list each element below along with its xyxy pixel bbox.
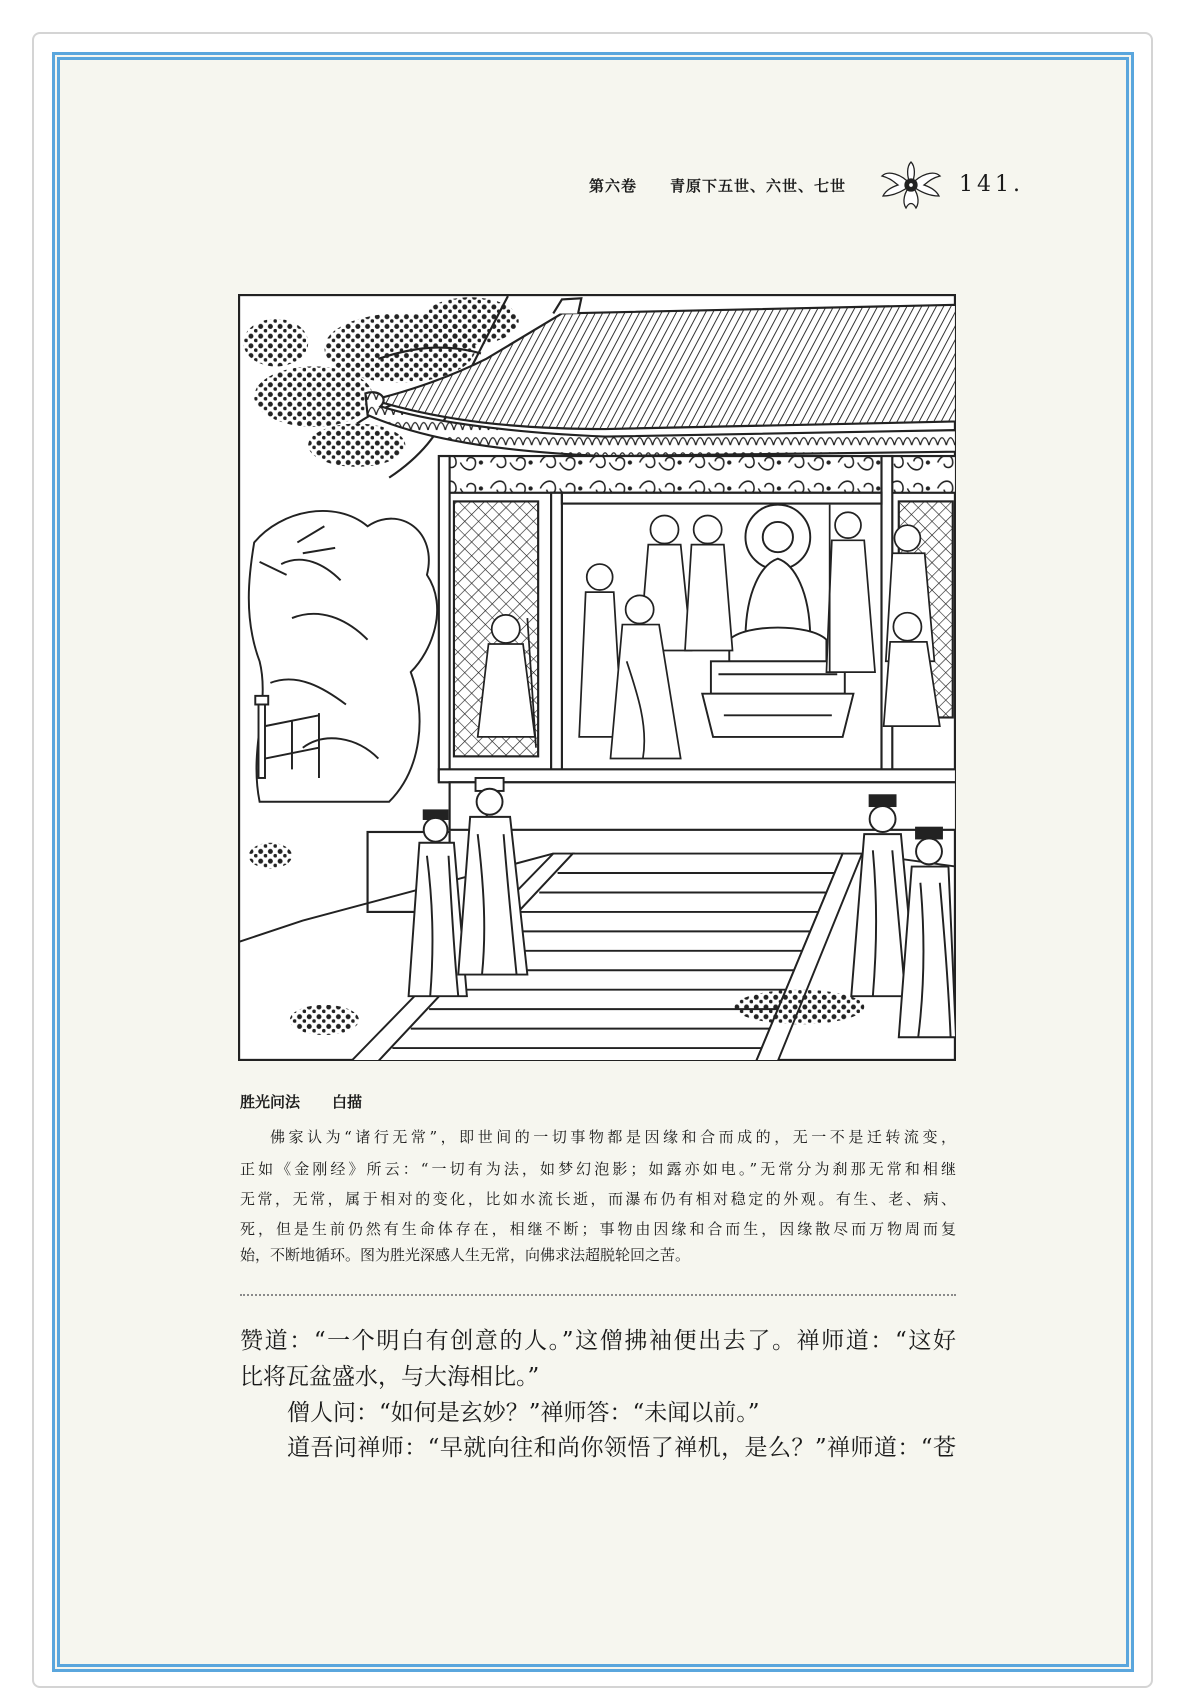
illustration-line-drawing [238,294,956,1061]
header-volume: 第六卷 [589,177,638,195]
body-text-line: 道吾问禅师：“早就向往和尚你领悟了禅机，是么？”禅师道：“苍 [287,1435,956,1461]
illustration-caption-style: 白描 [332,1093,363,1111]
caption-paragraph-line: 死，但是生前仍然有生命体存在，相继不断；事物由因缘和合而生，因缘散尽而万物周而复 [240,1220,956,1238]
body-text-line: 赞道：“一个明白有创意的人。”这僧拂袖便出去了。禅师道：“这好 [240,1328,956,1354]
garden-rock [249,511,437,802]
caption-paragraph-line: 佛家认为“诸行无常”，即世间的一切事物都是因缘和合而成的，无一不是迁转流变， [270,1128,956,1146]
caption-paragraph-line: 始，不断地循环。图为胜光深感人生无常，向佛求法超脱轮回之苦。 [240,1246,691,1264]
body-text-line: 僧人问：“如何是玄妙？”禅师答：“未闻以前。” [287,1400,760,1426]
dotted-separator [240,1294,956,1296]
page-number: 141. [959,172,1024,197]
caption-paragraph-line: 无常，无常，属于相对的变化，比如水流长逝，而瀑布仍有相对稳定的外观。有生、老、病、 [240,1190,956,1208]
header-chapter-title: 青原下五世、六世、七世 [670,177,847,195]
lotus-flower-ornament-icon [880,160,942,210]
caption-paragraph-line: 正如《金刚经》所云：“一切有为法，如梦幻泡影；如露亦如电。”无常分为刹那无常和相继 [240,1160,956,1178]
body-text-line: 比将瓦盆盛水，与大海相比。” [240,1364,540,1390]
illustration-caption-title: 胜光问法 [240,1093,301,1111]
